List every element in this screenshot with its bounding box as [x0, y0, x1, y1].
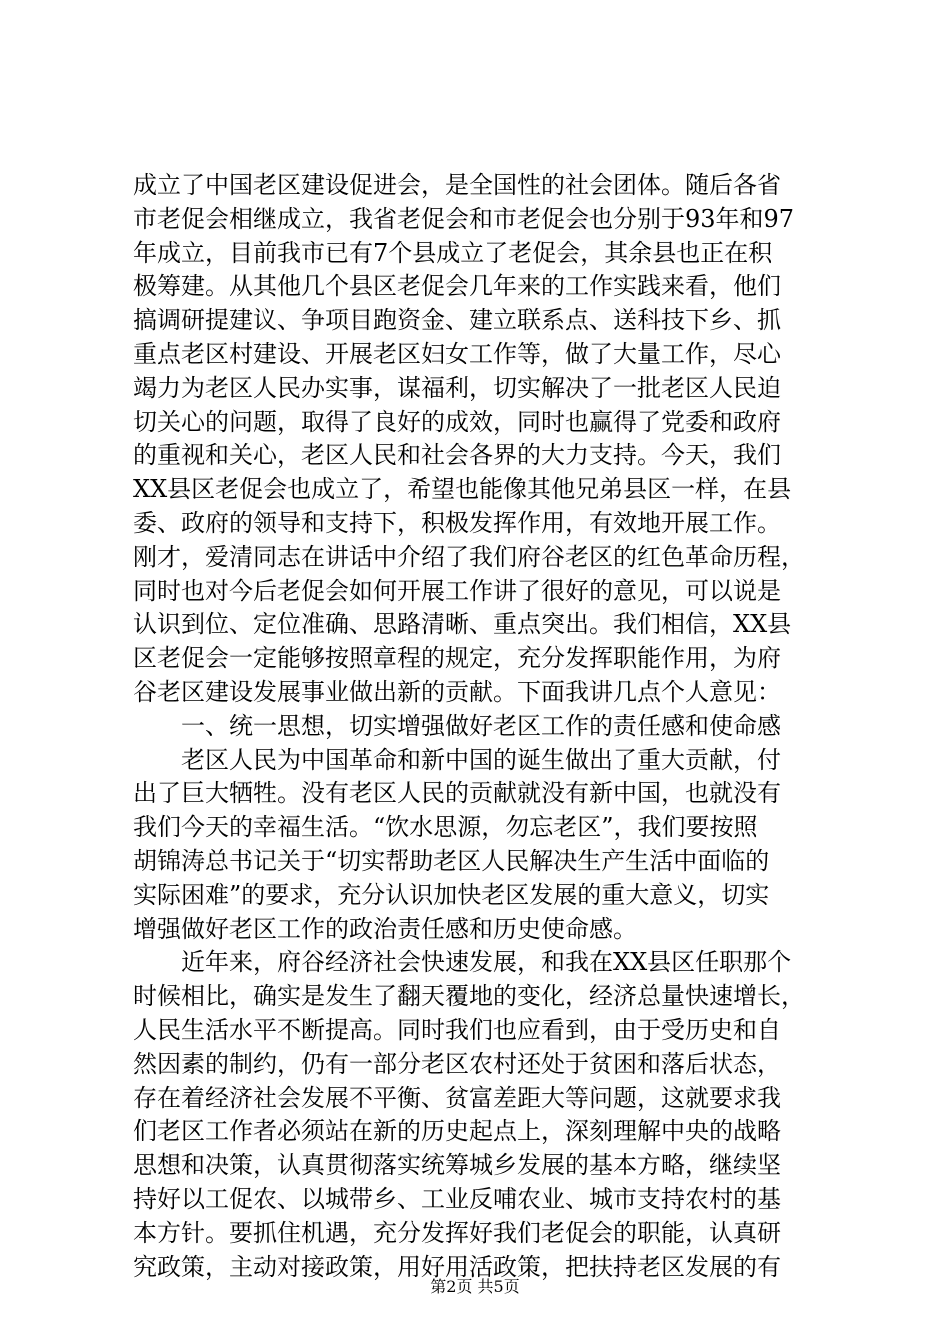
text-line: 认识到位、定位准确、思路清晰、重点突出。我们相信，XX县 — [133, 610, 792, 639]
text-line: 区老促会一定能够按照章程的规定，充分发挥职能作用，为府 — [133, 644, 781, 673]
text-line: 胡锦涛总书记关于“切实帮助老区人民解决生产生活中面临的 — [133, 846, 770, 875]
text-line: 思想和决策，认真贯彻落实统筹城乡发展的基本方略，继续坚 — [133, 1151, 781, 1180]
text-line: 时候相比，确实是发生了翻天覆地的变化，经济总量快速增长， — [133, 982, 805, 1011]
text-line: 究政策，主动对接政策，用好用活政策，把扶持老区发展的有 — [133, 1252, 781, 1281]
text-line: 然因素的制约，仍有一部分老区农村还处于贫困和落后状态， — [133, 1049, 781, 1078]
text-line: 重点老区村建设、开展老区妇女工作等，做了大量工作，尽心 — [133, 339, 781, 368]
text-line: 近年来，府谷经济社会快速发展，和我在XX县区任职那个 — [133, 948, 792, 977]
text-line: 增强做好老区工作的政治责任感和历史使命感。 — [133, 914, 637, 943]
text-line: 极筹建。从其他几个县区老促会几年来的工作实践来看，他们 — [133, 272, 781, 301]
text-line: 竭力为老区人民办实事，谋福利，切实解决了一批老区人民迫 — [133, 373, 781, 402]
text-line: 实际困难”的要求，充分认识加快老区发展的重大意义，切实 — [133, 880, 770, 909]
text-line: 人民生活水平不断提高。同时我们也应看到，由于受历史和自 — [133, 1015, 781, 1044]
text-line: 们老区工作者必须站在新的历史起点上，深刻理解中央的战略 — [133, 1117, 781, 1146]
text-line: 刚才，爱清同志在讲话中介绍了我们府谷老区的红色革命历程， — [133, 542, 805, 571]
text-line: 持好以工促农、以城带乡、工业反哺农业、城市支持农村的基 — [133, 1184, 781, 1213]
text-line: 我们今天的幸福生活。“饮水思源，勿忘老区”，我们要按照 — [133, 813, 758, 842]
text-line: 谷老区建设发展事业做出新的贡献。下面我讲几点个人意见： — [133, 677, 781, 706]
section-heading: 一、统一思想，切实增强做好老区工作的责任感和使命感 — [133, 711, 781, 740]
text-line: 出了巨大牺牲。没有老区人民的贡献就没有新中国，也就没有 — [133, 779, 781, 808]
text-line: XX县区老促会也成立了，希望也能像其他兄弟县区一样，在县 — [133, 475, 792, 504]
text-line: 成立了中国老区建设促进会，是全国性的社会团体。随后各省 — [133, 171, 781, 199]
text-line: 市老促会相继成立，我省老促会和市老促会也分别于93年和97 — [133, 204, 795, 233]
text-line: 老区人民为中国革命和新中国的诞生做出了重大贡献，付 — [133, 745, 781, 774]
text-line: 存在着经济社会发展不平衡、贫富差距大等问题，这就要求我 — [133, 1083, 781, 1112]
page-number-footer: 第2页 共5页 — [430, 1277, 520, 1296]
text-line: 本方针。要抓住机遇，充分发挥好我们老促会的职能，认真研 — [133, 1218, 781, 1247]
text-line: 搞调研提建议、争项目跑资金、建立联系点、送科技下乡、抓 — [133, 306, 781, 335]
document-body — [133, 169, 833, 1284]
text-line: 委、政府的领导和支持下，积极发挥作用，有效地开展工作。 — [133, 508, 781, 537]
text-line: 切关心的问题，取得了良好的成效，同时也赢得了党委和政府 — [133, 407, 781, 436]
text-line: 同时也对今后老促会如何开展工作讲了很好的意见，可以说是 — [133, 576, 781, 605]
text-line: 的重视和关心，老区人民和社会各界的大力支持。今天，我们 — [133, 441, 781, 470]
text-line: 年成立，目前我市已有7个县成立了老促会，其余县也正在积 — [133, 238, 773, 267]
